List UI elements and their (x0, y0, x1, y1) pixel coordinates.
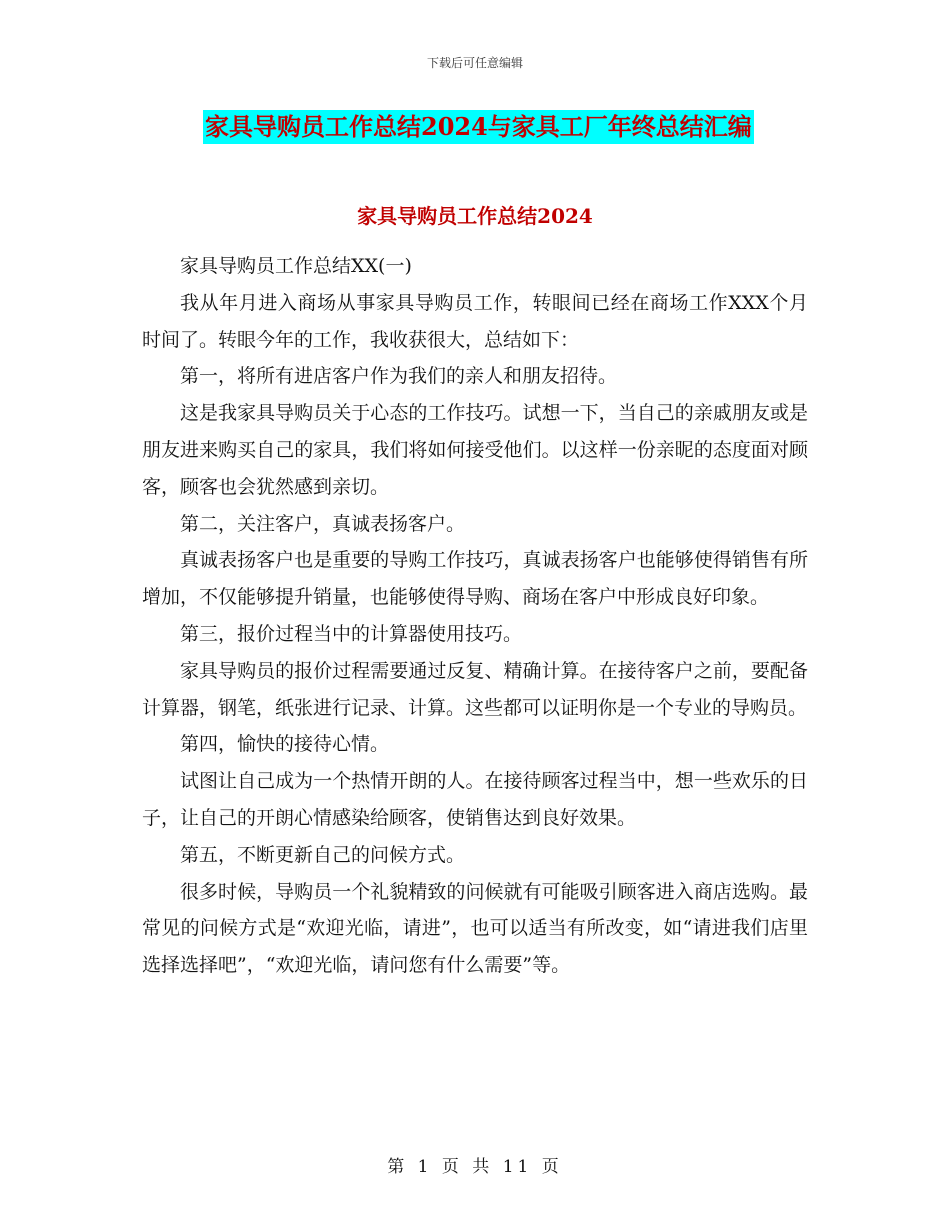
paragraph-point-4: 第四，愉快的接待心情。 (180, 733, 390, 756)
paragraph: 这是我家具导购员关于心态的工作技巧。试想一下，当自己的亲戚朋友或是朋友进来购买自己的家具，我们将如何接受他们。以这样一份亲昵的态度面对顾客，顾客也会犹然感到亲切。 (142, 402, 808, 498)
section-title: 家具导购员工作总结2024 (357, 204, 593, 228)
page-number-footer: 第 1 页 共 11 页 (387, 1157, 563, 1177)
paragraph: 试图让自己成为一个热情开朗的人。在接待顾客过程当中，想一些欢乐的日子，让自己的开朗心情感染给顾客，使销售达到良好效果。 (142, 770, 808, 829)
paragraph-point-1: 第一，将所有进店客户作为我们的亲人和朋友招待。 (180, 365, 618, 388)
paragraph-point-2: 第二，关注客户，真诚表扬客户。 (180, 512, 466, 535)
paragraph-subtitle: 家具导购员工作总结XX(一) (180, 255, 412, 277)
paragraph-point-5: 第五，不断更新自己的问候方式。 (180, 843, 466, 866)
paragraph: 很多时候，导购员一个礼貌精致的问候就有可能吸引顾客进入商店选购。最常见的问候方式是“欢迎光临，请进”，也可以适当有所改变，如“请进我们店里选择选择吧”，“欢迎光临，请问您有什么需要”等。 (142, 880, 808, 977)
paragraph-point-3: 第三，报价过程当中的计算器使用技巧。 (180, 622, 523, 645)
header-note: 下载后可任意编辑 (426, 56, 523, 70)
paragraph: 真诚表扬客户也是重要的导购工作技巧，真诚表扬客户也能够使得销售有所增加，不仅能够提升销量，也能够使得导购、商场在客户中形成良好印象。 (142, 549, 808, 609)
document-title: 家具导购员工作总结2024与家具工厂年终总结汇编 (203, 110, 754, 144)
paragraph: 我从年月进入商场从事家具导购员工作，转眼间已经在商场工作XXX个月时间了。转眼今年的工作，我收获很大，总结如下： (142, 291, 808, 351)
document-body (142, 248, 808, 984)
paragraph: 家具导购员的报价过程需要通过反复、精确计算。在接待客户之前，要配备计算器，钢笔，纸张进行记录、计算。这些都可以证明你是一个专业的导购员。 (142, 659, 808, 719)
